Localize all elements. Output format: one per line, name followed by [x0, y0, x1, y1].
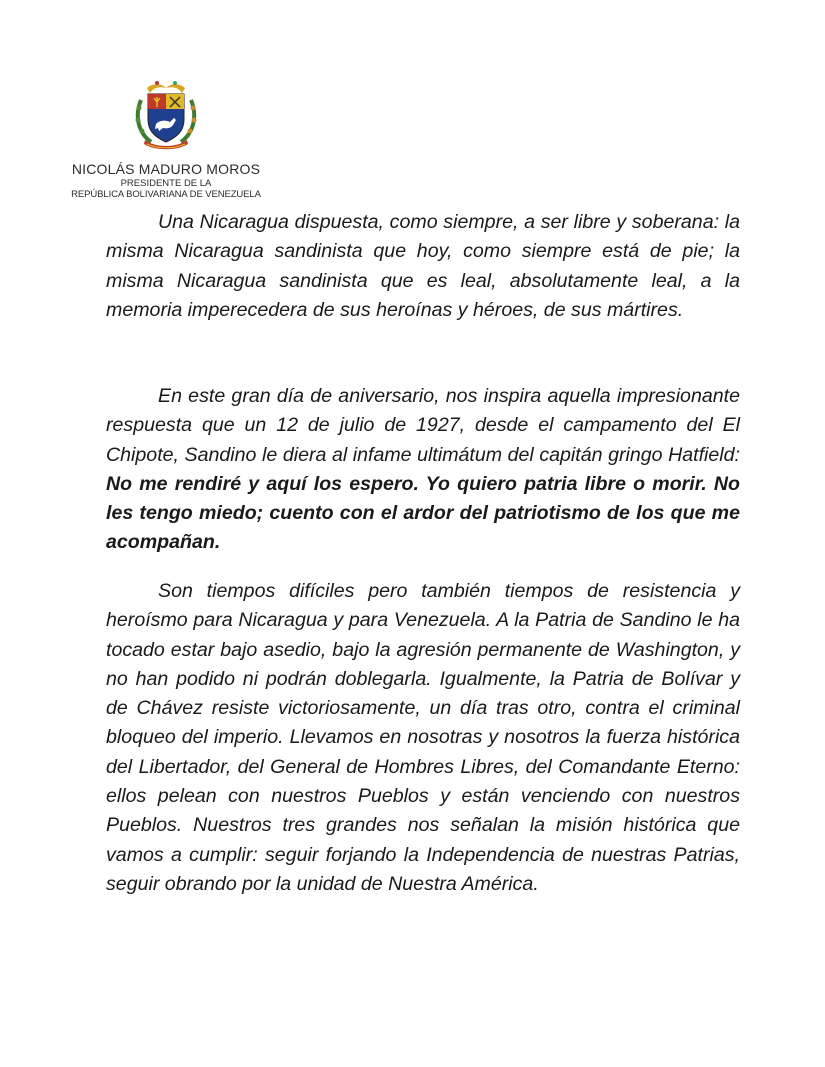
- venezuela-coat-of-arms-icon: [133, 78, 199, 152]
- paragraph-anniversary: [106, 382, 740, 558]
- letterhead-name: NICOLÁS MADURO MOROS: [71, 161, 261, 177]
- letterhead-title-line1: PRESIDENTE DE LA: [120, 178, 212, 189]
- paragraph-nicaragua: Una Nicaragua dispuesta, como siempre, a ser libre y soberana: la misma Nicaragua sandinista que hoy, como siempre está de pie; la misma Nicaragua sandinista que es leal, absolutamente leal, a la memoria imperecedera de sus heroínas y héroes, de sus mártires.: [106, 211, 740, 321]
- paragraph-anniversary-intro: En este gran día de aniversario, nos inspira aquella impresionante respuesta que un 12 de julio de 1927, desde el campamento del El Chipote, Sandino le diera al infame ultimátum del capitán gringo Hatfield:: [106, 385, 740, 466]
- sandino-quote: No me rendiré y aquí los espero. Yo quiero patria libre o morir. No les tengo miedo; cuento con el ardor del patriotismo de los que me acompañan.: [106, 472, 740, 554]
- letterhead-title-line2: REPÚBLICA BOLIVARIANA DE VENEZUELA: [71, 189, 261, 200]
- paragraph-resistance: Son tiempos difíciles pero también tiempos de resistencia y heroísmo para Nicaragua y para Venezuela. A la Patria de Sandino le ha tocado estar bajo asedio, bajo la agresión permanente de Washington, y no han podido ni podrán doblegarla. Igualmente, la Patria de Bolívar y de Chávez resiste victoriosamente, un día tras otro, contra el criminal bloqueo del imperio. Llevamos en nosotras y nosotros la fuerza histórica del Libertador, del General de Hombres Libres, del Comandante Eterno: ellos pelean con nuestros Pueblos y están venciendo con nuestros Pueblos. Nuestros tres grandes nos señalan la misión histórica que vamos a cumplir: seguir forjando la Independencia de nuestras Patrias, seguir obrando por la unidad de Nuestra América.: [106, 580, 740, 895]
